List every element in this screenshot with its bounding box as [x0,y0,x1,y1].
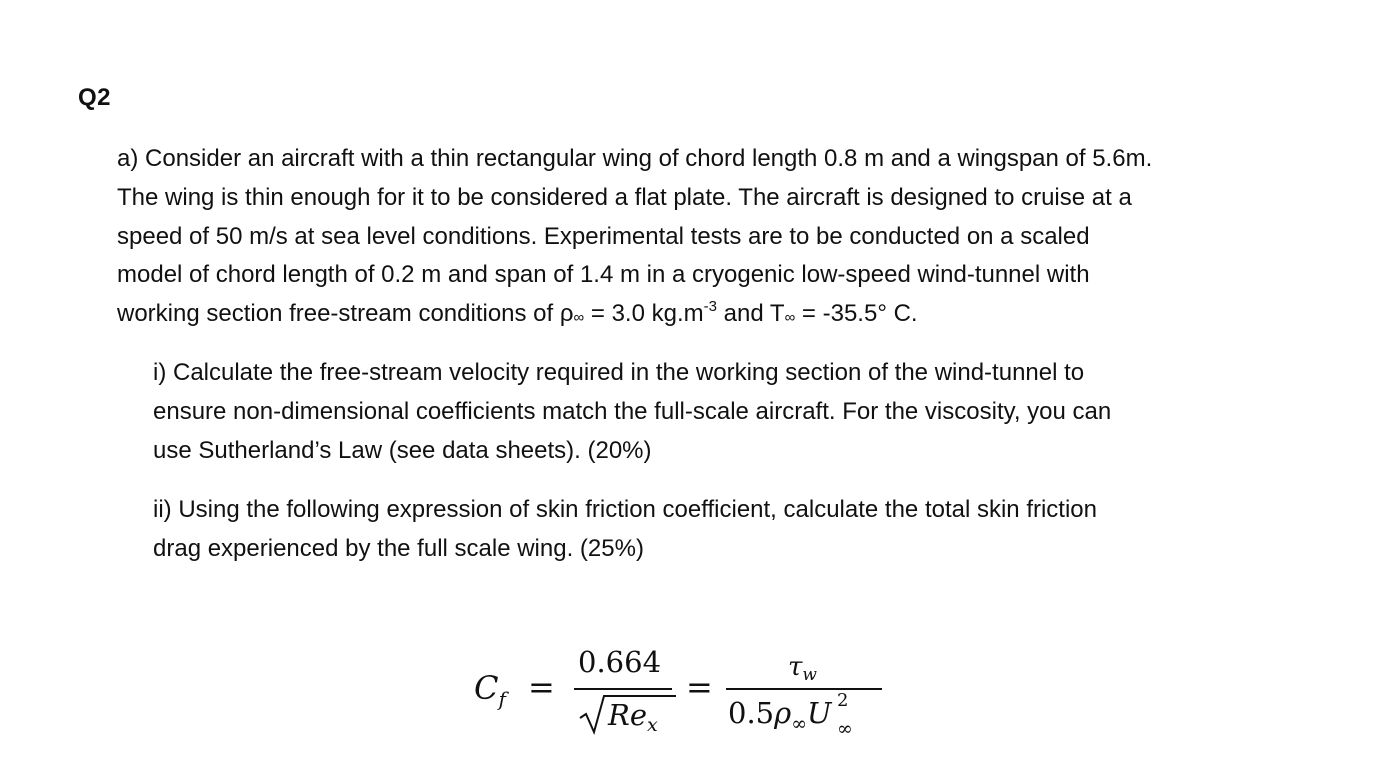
part-a-line-1: a) Consider an aircraft with a thin rectangular wing of chord length 0.8 m and a wingspan of 5.6m. [117,145,1153,172]
sub-question-ii [153,491,1333,569]
fraction-2-numerator: τw [788,652,817,685]
sub-question-i [153,354,1333,470]
part-a-line-5 [117,295,1317,338]
conditions-middle: and T [716,300,785,328]
formula-equals-1: = [528,668,555,706]
rho-subscript: ∞ [573,309,585,327]
sub-i-line-3: use Sutherland’s Law (see data sheets). (20%) [153,436,652,464]
fraction-2-denominator: $0.5\rho_\infty U$ 2 ∞ [728,690,853,740]
part-a-line-3: speed of 50 m/s at sea level conditions. Experimental tests are to be conducted on a scaled [117,222,1090,250]
fraction-1-denominator [578,692,678,736]
formula-equals-2: = [686,668,713,706]
skin-friction-formula [470,640,900,745]
sub-i-line-2: ensure non-dimensional coefficients match the full-scale aircraft. For the viscosity, you can [153,397,1112,425]
formula-lhs: $C_f$ [474,669,506,711]
conditions-prefix: working section free-stream conditions of ρ [117,300,574,328]
rho-unit-exponent: -3 [703,298,717,316]
part-a-text [117,140,1317,338]
fraction-1-bar [574,688,672,690]
question-number: Q2 [78,84,112,111]
reynolds-number: $Re_x$ [608,698,658,736]
sub-ii-line-2: drag experienced by the full scale wing. (25%) [153,534,644,562]
part-a-line-2: The wing is thin enough for it to be considered a flat plate. The aircraft is designed to cruise at a [117,183,1132,211]
temperature-value: = -35.5° C. [795,300,918,328]
part-a-line-4: model of chord length of 0.2 m and span of 1.4 m in a cryogenic low-speed wind-tunnel with [117,261,1090,289]
temperature-subscript: ∞ [784,309,796,327]
rho-value: = 3.0 kg.m [584,300,704,328]
fraction-1-numerator: 0.664 [578,645,662,679]
fraction-2-bar [726,688,882,690]
sub-i-line-1: i) Calculate the free-stream velocity required in the working section of the wind-tunnel to [153,359,1085,386]
sub-ii-line-1: ii) Using the following expression of skin friction coefficient, calculate the total skin friction [153,496,1098,523]
